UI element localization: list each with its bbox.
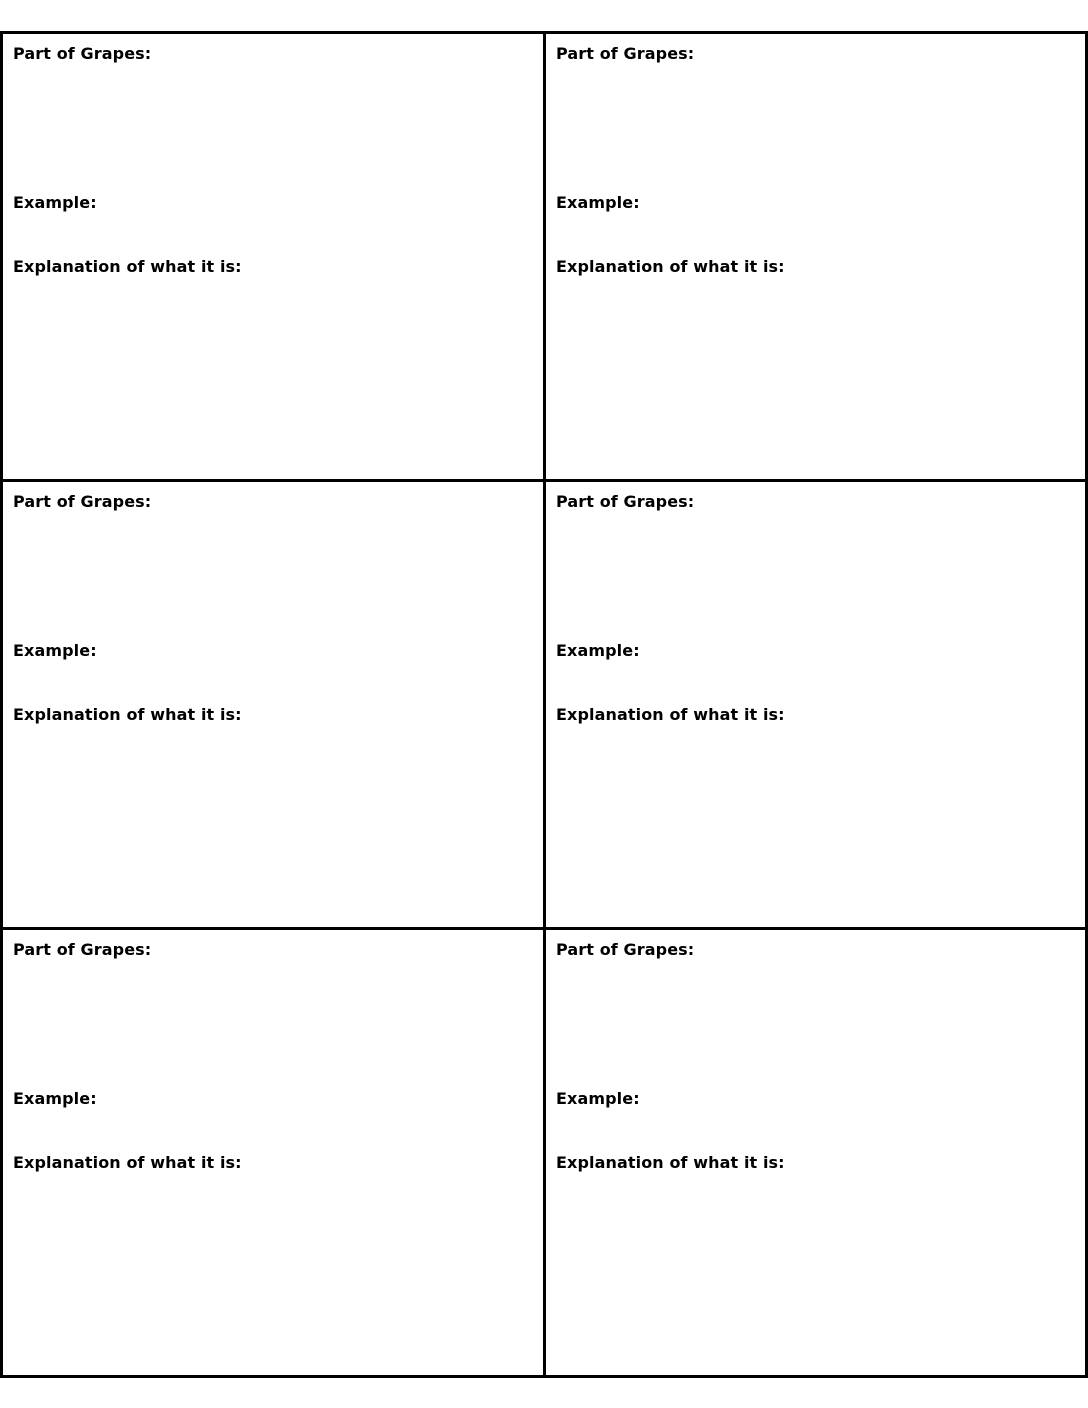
card-5 xyxy=(0,927,546,1378)
card-1 xyxy=(0,31,546,482)
example-label: Example: xyxy=(556,641,640,660)
card-grid xyxy=(0,31,1088,1378)
worksheet xyxy=(0,31,1088,1378)
example-label: Example: xyxy=(556,193,640,212)
card-3 xyxy=(0,479,546,930)
explanation-label: Explanation of what it is: xyxy=(13,257,242,276)
card-2 xyxy=(543,31,1088,482)
part-label: Part of Grapes: xyxy=(13,492,152,511)
explanation-label: Explanation of what it is: xyxy=(556,1153,785,1172)
card-6 xyxy=(543,927,1088,1378)
part-label: Part of Grapes: xyxy=(13,940,152,959)
explanation-label: Explanation of what it is: xyxy=(556,257,785,276)
example-label: Example: xyxy=(13,641,97,660)
part-label: Part of Grapes: xyxy=(556,44,695,63)
example-label: Example: xyxy=(556,1089,640,1108)
part-label: Part of Grapes: xyxy=(556,492,695,511)
explanation-label: Explanation of what it is: xyxy=(13,1153,242,1172)
part-label: Part of Grapes: xyxy=(13,44,152,63)
example-label: Example: xyxy=(13,1089,97,1108)
explanation-label: Explanation of what it is: xyxy=(556,705,785,724)
explanation-label: Explanation of what it is: xyxy=(13,705,242,724)
card-4 xyxy=(543,479,1088,930)
part-label: Part of Grapes: xyxy=(556,940,695,959)
example-label: Example: xyxy=(13,193,97,212)
